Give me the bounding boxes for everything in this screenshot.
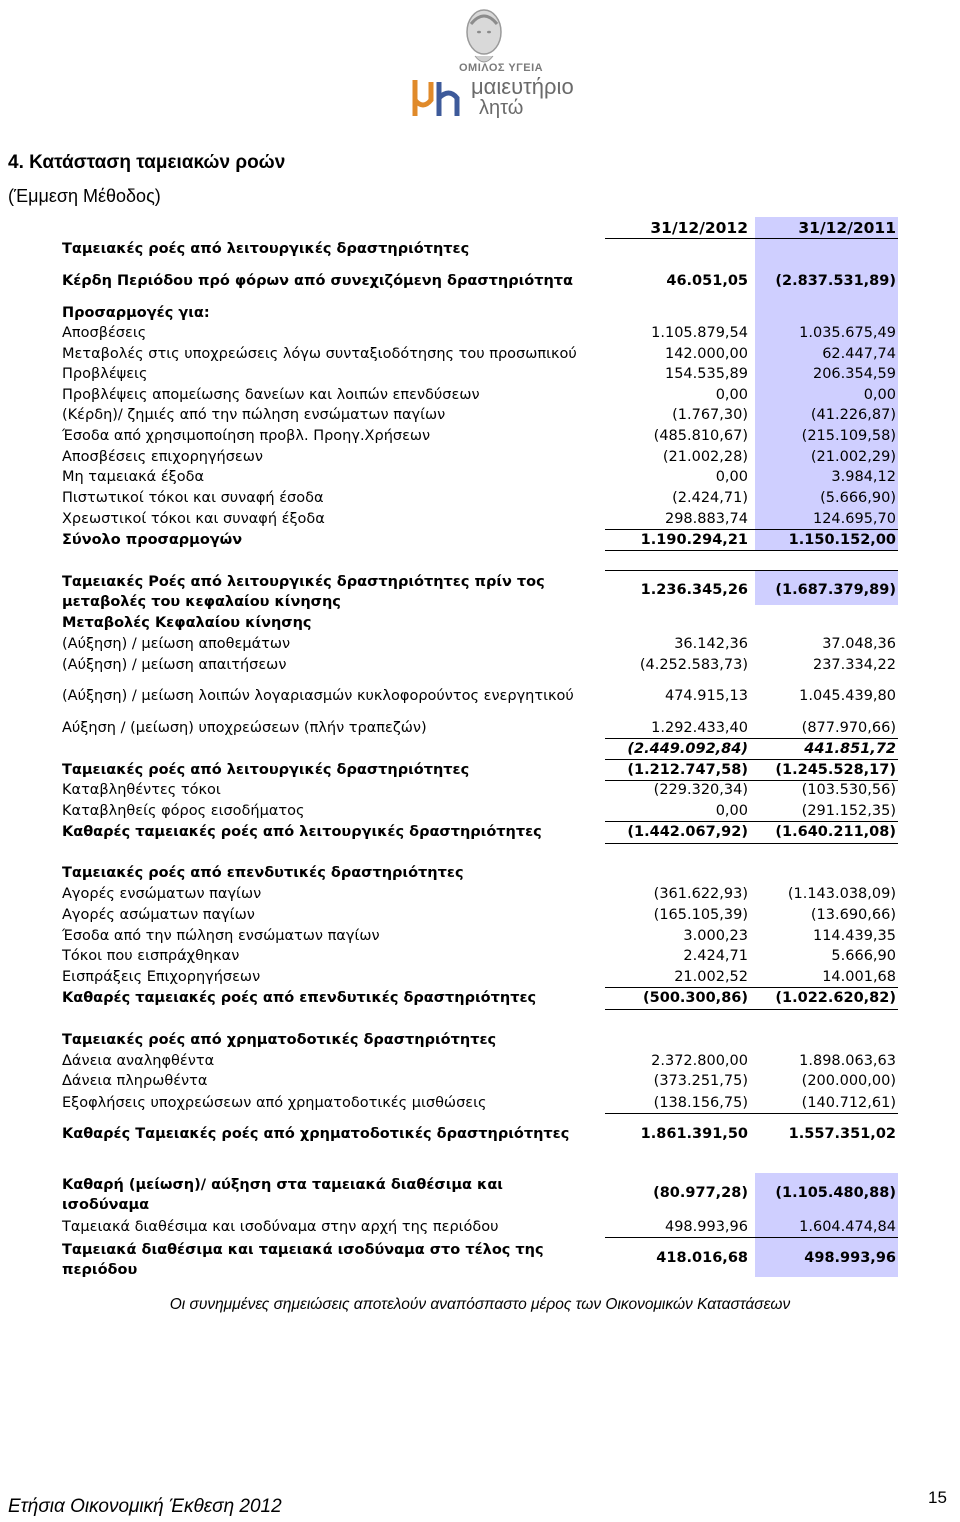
header-underline bbox=[605, 238, 898, 239]
logo-name-line1: μαιευτήριο bbox=[471, 74, 574, 99]
footer-title: Ετήσια Οικονομική Έκθεση 2012 bbox=[8, 1496, 282, 1517]
leto-mark-icon bbox=[409, 76, 465, 120]
group-name: ΟΜΙΛΟΣ ΥΓΕΙΑ bbox=[459, 62, 544, 74]
notes-statement: Οι συνημμένες σημειώσεις αποτελούν αναπόσπαστο μέρος των Οικονομικών Καταστάσεων bbox=[169, 1296, 791, 1313]
column-2012-header: 31/12/2012 bbox=[650, 219, 748, 237]
subtotal-rule bbox=[605, 987, 898, 988]
total-rule bbox=[605, 843, 898, 844]
subtotal-rule bbox=[605, 529, 898, 530]
section-subtitle: (Έμμεση Μέθοδος) bbox=[8, 186, 161, 206]
subtotal-rule bbox=[605, 821, 898, 822]
subtotal-rule bbox=[605, 759, 898, 760]
column-2011-header: 31/12/2011 bbox=[798, 219, 896, 237]
subtotal-rule bbox=[605, 1113, 898, 1114]
logo-name-line2: λητώ bbox=[479, 97, 524, 119]
total-rule bbox=[605, 550, 898, 551]
subtotal-rule bbox=[605, 780, 898, 781]
page-number: 15 bbox=[928, 1488, 947, 1507]
statue-head-icon bbox=[457, 4, 511, 68]
subtotal-rule bbox=[605, 738, 898, 739]
section-title: 4. Κατάσταση ταμειακών ροών bbox=[8, 152, 286, 173]
total-double-rule bbox=[605, 570, 898, 571]
total-rule bbox=[605, 1009, 898, 1010]
company-logo bbox=[395, 4, 585, 122]
subtotal-rule bbox=[605, 1237, 898, 1238]
